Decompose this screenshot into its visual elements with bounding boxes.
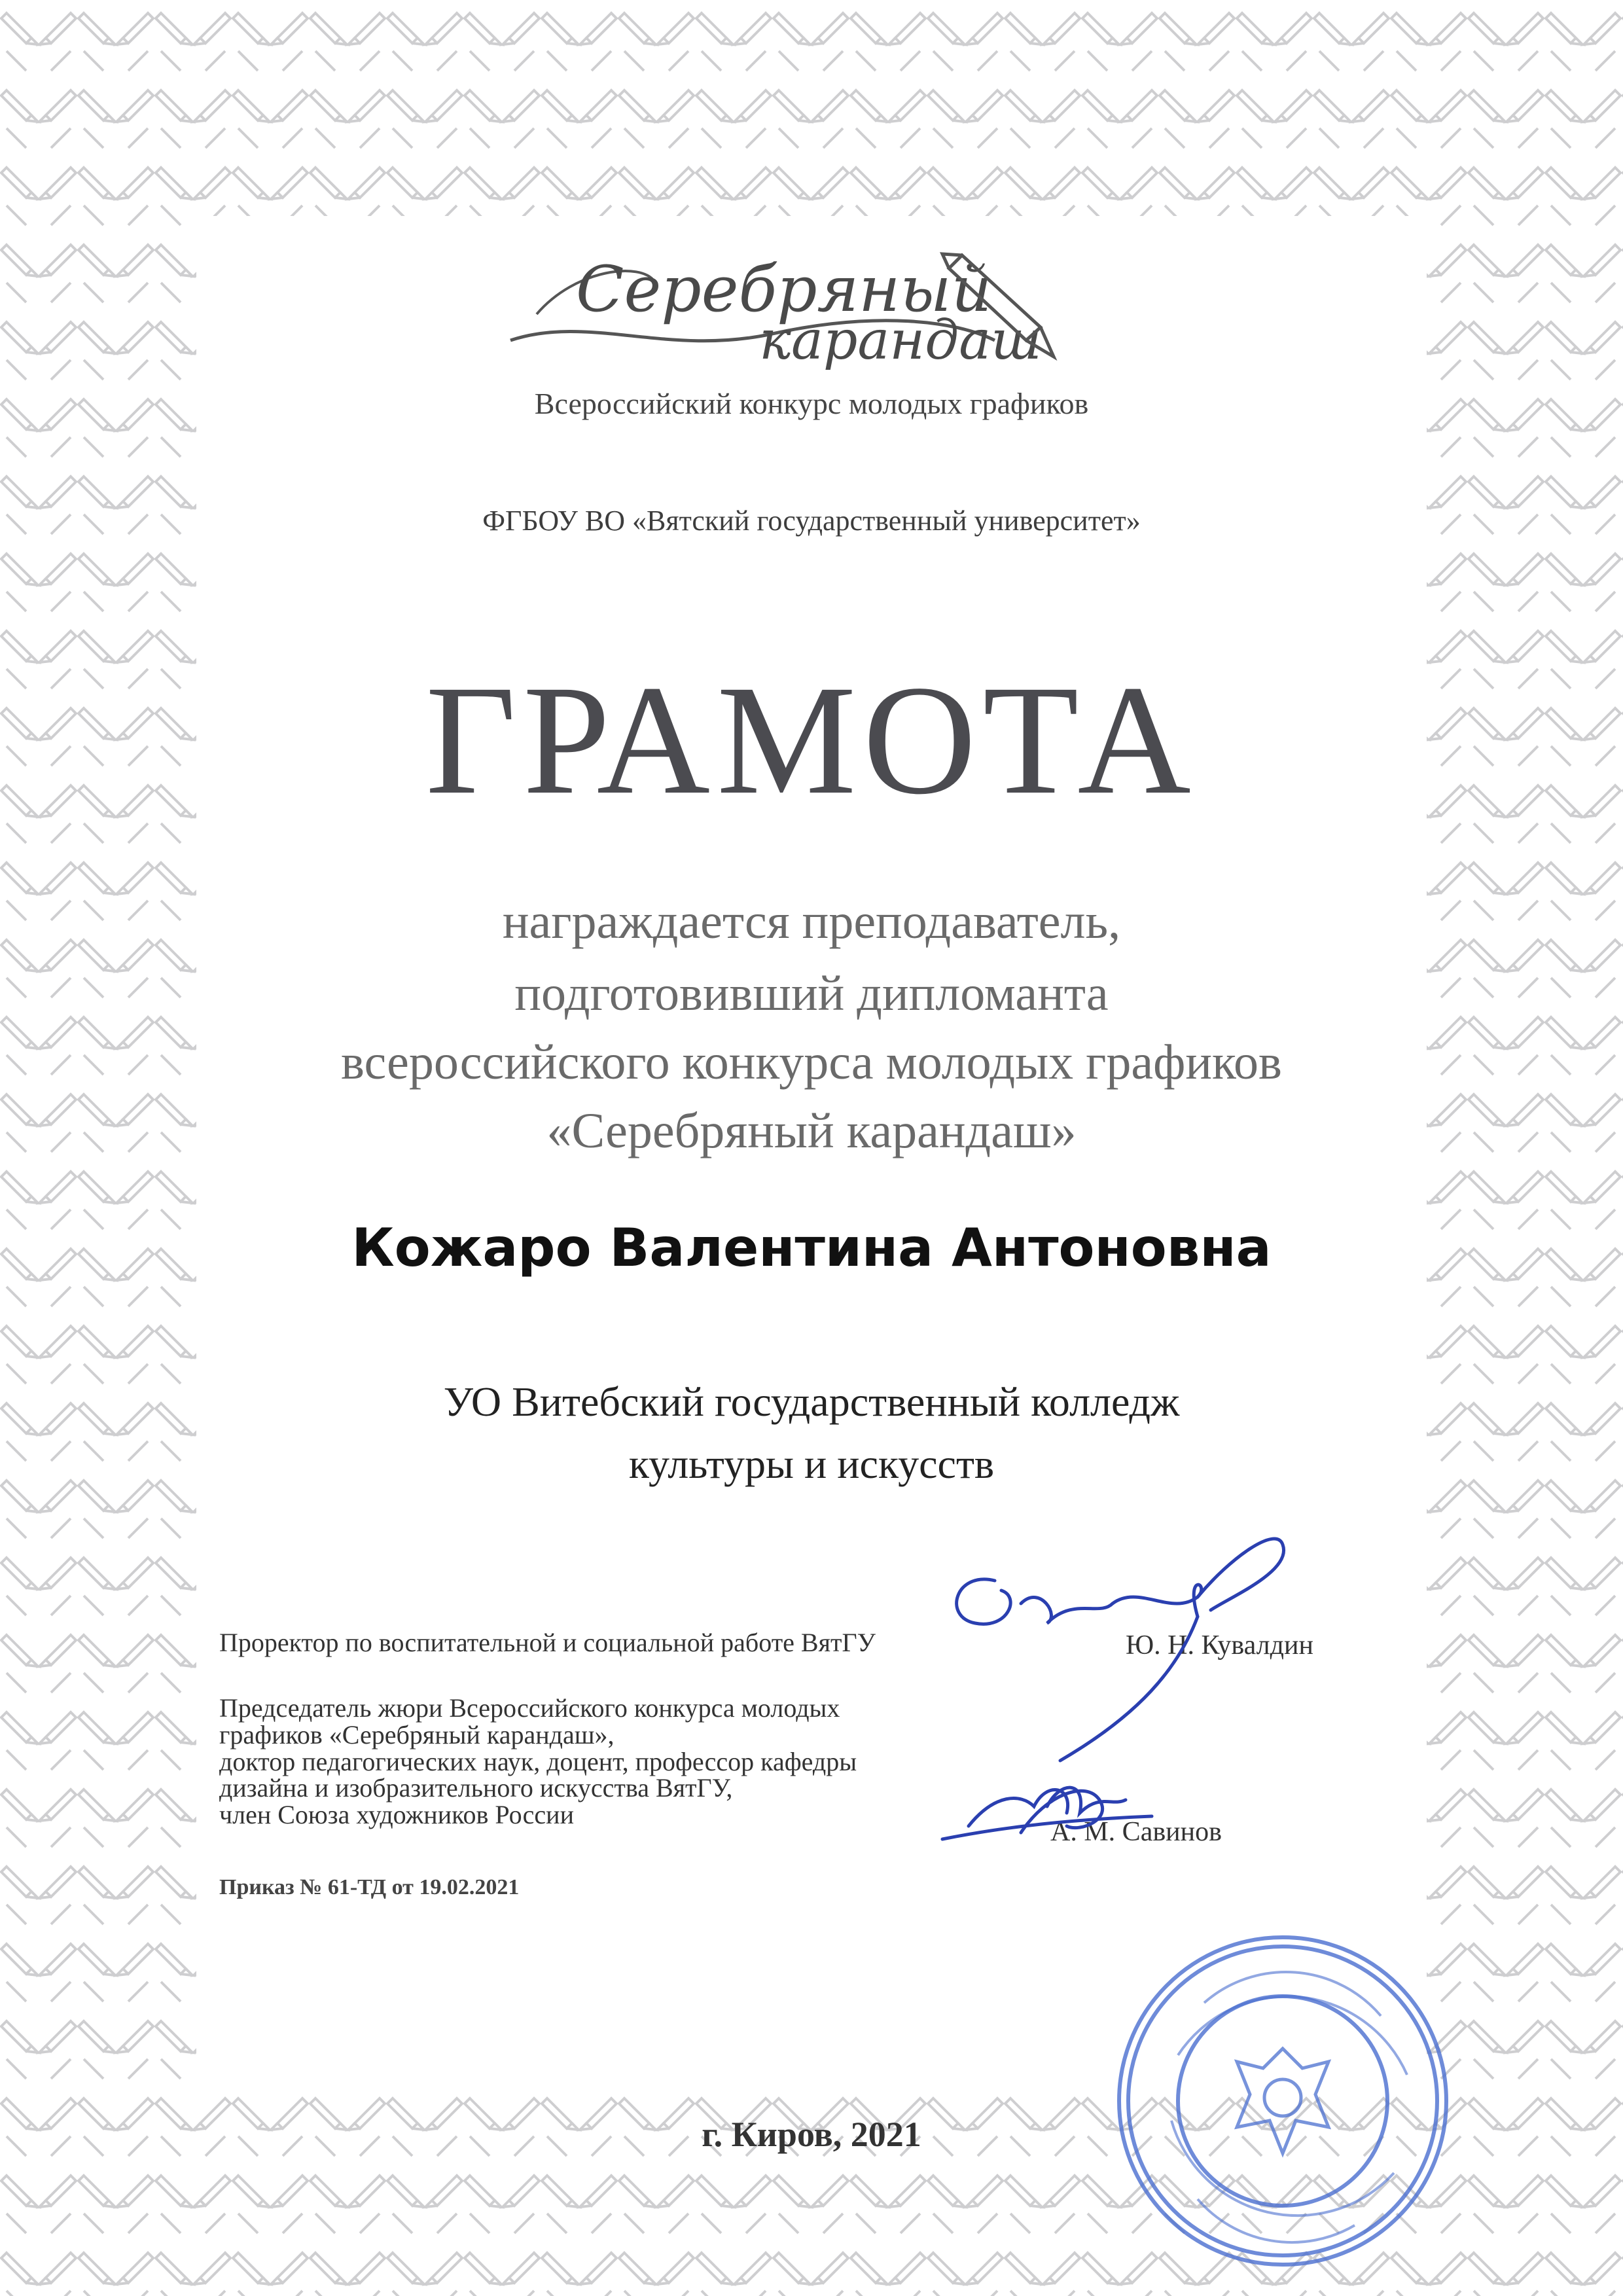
order-reference: Приказ № 61-ТД от 19.02.2021 (219, 1875, 520, 1899)
logo-line1: Серебряный (576, 253, 992, 326)
award-line-3: всероссийского конкурса молодых графиков (341, 1035, 1282, 1090)
chair-line: доктор педагогических наук, доцент, профессор кафедры (219, 1746, 857, 1776)
award-line-2: подготовивший дипломанта (514, 966, 1109, 1021)
organization-line-1: УО Витебский государственный колледж (443, 1378, 1180, 1425)
jury-chair-title (219, 1695, 857, 1829)
chair-line: Председатель жюри Всероссийского конкурса молодых (219, 1693, 840, 1723)
chair-line: дизайна и изобразительного искусства ВятГУ, (219, 1773, 733, 1803)
official-seal (1106, 1924, 1459, 2278)
prorector-title: Проректор по воспитательной и социальной работе ВятГУ (219, 1628, 876, 1657)
recipient-name: Кожаро Валентина Антоновна (351, 1217, 1272, 1278)
logo-line2: карандаш (759, 310, 1042, 372)
contest-logo (497, 242, 1060, 373)
jury-chair-name: А. М. Савинов (1050, 1817, 1222, 1847)
city-year: г. Киров, 2021 (702, 2115, 921, 2154)
university-name: ФГБОУ ВО «Вятский государственный университет» (482, 505, 1141, 537)
organization-line-2: культуры и искусств (628, 1441, 995, 1487)
emblem-icon (1237, 2049, 1329, 2153)
chair-line: член Союза художников России (219, 1800, 574, 1830)
prorector-name: Ю. Н. Кувалдин (1126, 1630, 1313, 1660)
chair-line: графиков «Серебряный карандаш», (219, 1719, 615, 1749)
award-line-4: «Серебряный карандаш» (546, 1103, 1077, 1158)
award-line-1: награждается преподаватель, (502, 894, 1121, 949)
document-title: ГРАМОТА (425, 653, 1198, 827)
contest-subtitle: Всероссийский конкурс молодых графиков (534, 387, 1089, 420)
